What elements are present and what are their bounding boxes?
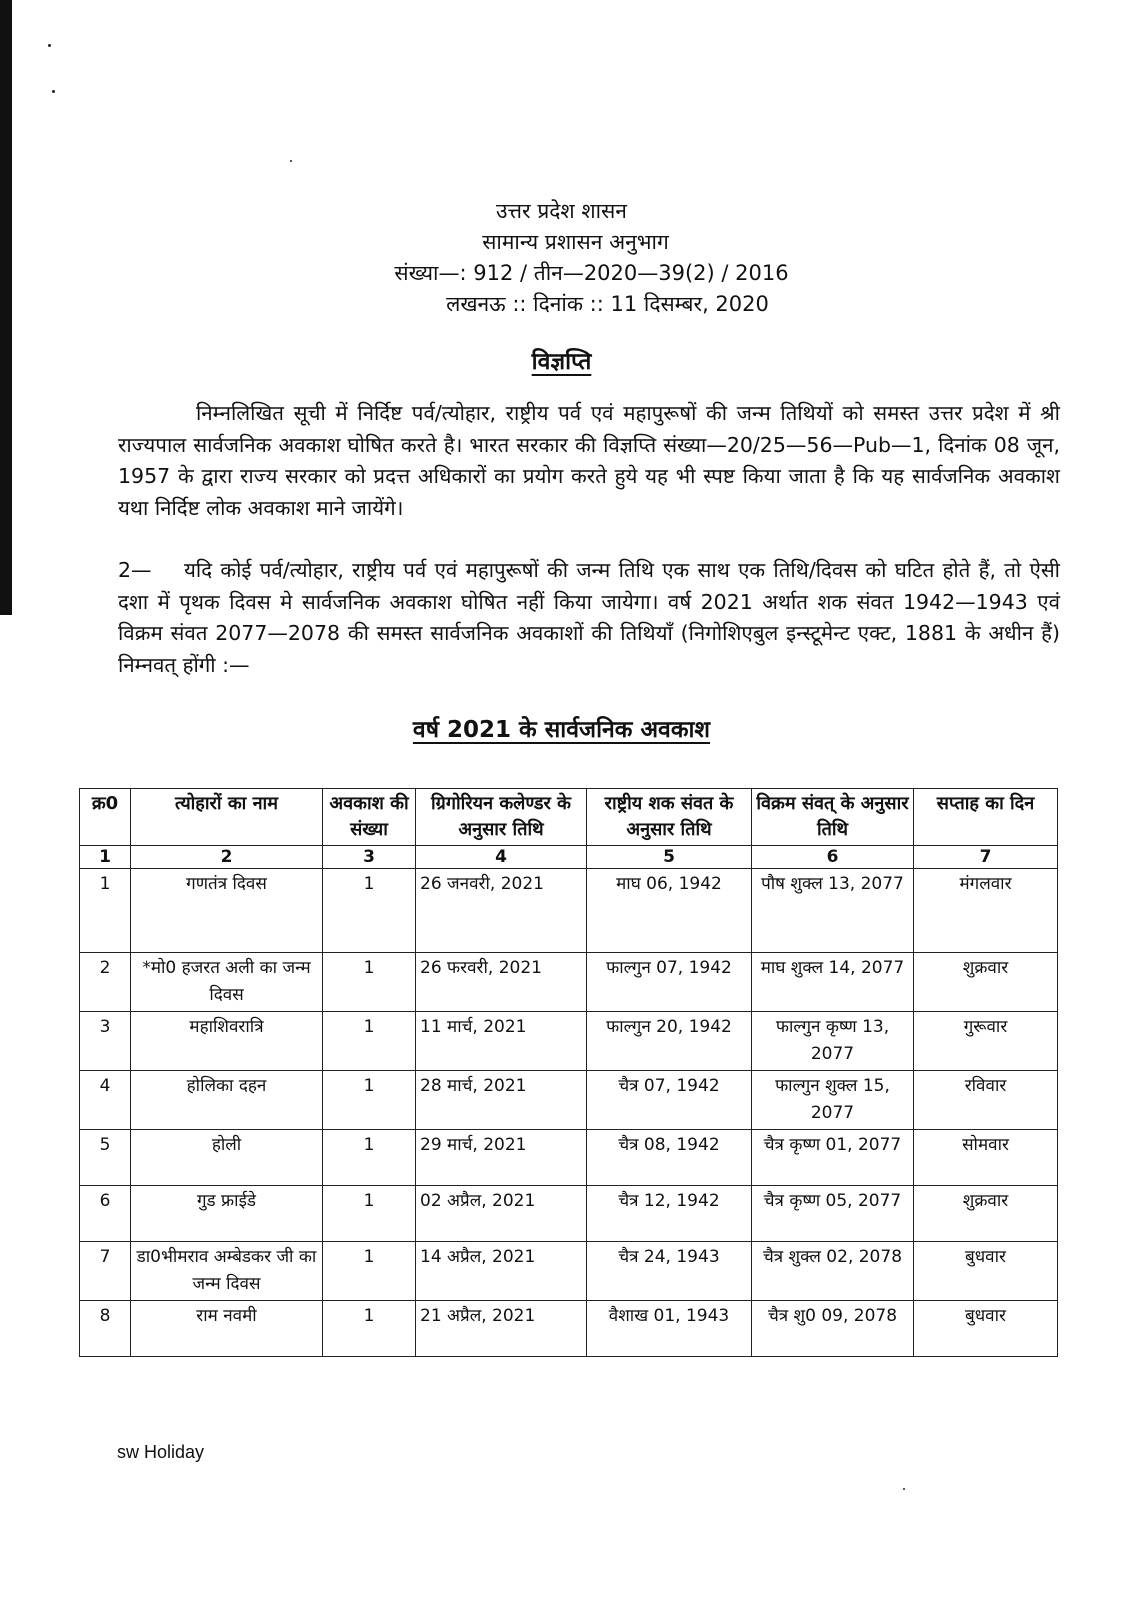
cell-weekday: मंगलवार bbox=[914, 869, 1058, 953]
cell-gregorian-date: 26 जनवरी, 2021 bbox=[416, 869, 587, 953]
cell-gregorian-date: 29 मार्च, 2021 bbox=[416, 1130, 587, 1186]
cell-serial: 8 bbox=[80, 1301, 131, 1357]
scan-speck bbox=[903, 1488, 905, 1490]
table-row bbox=[80, 869, 1058, 953]
header-reference-number: संख्या—: 912 / तीन—2020—39(2) / 2016 bbox=[394, 261, 789, 285]
cell-gregorian-date: 28 मार्च, 2021 bbox=[416, 1071, 587, 1130]
column-number: 4 bbox=[416, 846, 587, 869]
cell-festival-name: *मो0 हजरत अली का जन्म दिवस bbox=[131, 953, 323, 1012]
cell-weekday: बुधवार bbox=[914, 1242, 1058, 1301]
cell-weekday: शुक्रवार bbox=[914, 1186, 1058, 1242]
cell-festival-name: होलिका दहन bbox=[131, 1071, 323, 1130]
cell-vikram-date: पौष शुक्ल 13, 2077 bbox=[752, 869, 914, 953]
cell-serial: 7 bbox=[80, 1242, 131, 1301]
cell-festival-name: होली bbox=[131, 1130, 323, 1186]
cell-holiday-count: 1 bbox=[323, 1186, 416, 1242]
cell-vikram-date: फाल्गुन शुक्ल 15, 2077 bbox=[752, 1071, 914, 1130]
column-number-row bbox=[80, 846, 1058, 869]
header-weekday: सप्ताह का दिन bbox=[914, 789, 1058, 846]
paragraph-1 bbox=[118, 398, 1060, 524]
cell-shaka-date: माघ 06, 1942 bbox=[587, 869, 752, 953]
cell-festival-name: महाशिवरात्रि bbox=[131, 1012, 323, 1071]
column-number: 6 bbox=[752, 846, 914, 869]
header-vikram-date: विक्रम संवत् के अनुसार तिथि bbox=[752, 789, 914, 846]
header-gregorian-date: ग्रिगोरियन कलेण्डर के अनुसार तिथि bbox=[416, 789, 587, 846]
header-shaka-date: राष्ट्रीय शक संवत के अनुसार तिथि bbox=[587, 789, 752, 846]
cell-vikram-date: चैत्र कृष्ण 05, 2077 bbox=[752, 1186, 914, 1242]
cell-serial: 4 bbox=[80, 1071, 131, 1130]
table-row bbox=[80, 1071, 1058, 1130]
table-row bbox=[80, 953, 1058, 1012]
cell-vikram-date: माघ शुक्ल 14, 2077 bbox=[752, 953, 914, 1012]
scan-speck bbox=[290, 160, 292, 162]
cell-shaka-date: चैत्र 08, 1942 bbox=[587, 1130, 752, 1186]
holiday-table bbox=[79, 788, 1058, 1357]
table-title: वर्ष 2021 के सार्वजनिक अवकाश bbox=[412, 717, 711, 743]
cell-holiday-count: 1 bbox=[323, 1012, 416, 1071]
column-number: 7 bbox=[914, 846, 1058, 869]
cell-holiday-count: 1 bbox=[323, 1071, 416, 1130]
header-holiday-count: अवकाश की संख्या bbox=[323, 789, 416, 846]
cell-gregorian-date: 26 फरवरी, 2021 bbox=[416, 953, 587, 1012]
cell-holiday-count: 1 bbox=[323, 1242, 416, 1301]
cell-shaka-date: चैत्र 07, 1942 bbox=[587, 1071, 752, 1130]
paragraph-2-text: यदि कोई पर्व/त्योहार, राष्ट्रीय पर्व एवं महापुरूषों की जन्म तिथि एक साथ एक तिथि/दिवस को घटित होते हैं, तो ऐसी दशा में पृथक दिवस मे सार्वजनिक अवकाश घोषित नहीं किया जायेगा। वर्ष 2021 अर्थात शक संवत 1942—1943 एवं विक्रम संवत 2077—2078 की समस्त सार्वजनिक अवकाशों की तिथियाँ (निगोशिएबुल इन्स्टूमेन्ट एक्ट, 1881 के अधीन हैं) निम्नवत् होंगी :— bbox=[118, 558, 1060, 677]
cell-festival-name: गणतंत्र दिवस bbox=[131, 869, 323, 953]
column-number: 3 bbox=[323, 846, 416, 869]
cell-gregorian-date: 02 अप्रैल, 2021 bbox=[416, 1186, 587, 1242]
document-header bbox=[0, 196, 1123, 320]
cell-serial: 1 bbox=[80, 869, 131, 953]
cell-festival-name: डा0भीमराव अम्बेडकर जी का जन्म दिवस bbox=[131, 1242, 323, 1301]
table-row bbox=[80, 1301, 1058, 1357]
column-number: 5 bbox=[587, 846, 752, 869]
cell-festival-name: गुड फ्राईडे bbox=[131, 1186, 323, 1242]
cell-gregorian-date: 11 मार्च, 2021 bbox=[416, 1012, 587, 1071]
footer-label: sw Holiday bbox=[117, 1442, 205, 1462]
cell-weekday: सोमवार bbox=[914, 1130, 1058, 1186]
cell-weekday: बुधवार bbox=[914, 1301, 1058, 1357]
paragraph-2-number: 2— bbox=[118, 558, 152, 582]
column-number: 1 bbox=[80, 846, 131, 869]
cell-holiday-count: 1 bbox=[323, 1301, 416, 1357]
cell-festival-name: राम नवमी bbox=[131, 1301, 323, 1357]
cell-serial: 2 bbox=[80, 953, 131, 1012]
cell-vikram-date: चैत्र शुक्ल 02, 2078 bbox=[752, 1242, 914, 1301]
scan-speck bbox=[48, 44, 51, 47]
cell-weekday: रविवार bbox=[914, 1071, 1058, 1130]
cell-serial: 5 bbox=[80, 1130, 131, 1186]
cell-gregorian-date: 21 अप्रैल, 2021 bbox=[416, 1301, 587, 1357]
table-row bbox=[80, 1130, 1058, 1186]
column-number: 2 bbox=[131, 846, 323, 869]
cell-shaka-date: चैत्र 24, 1943 bbox=[587, 1242, 752, 1301]
cell-weekday: शुक्रवार bbox=[914, 953, 1058, 1012]
cell-shaka-date: चैत्र 12, 1942 bbox=[587, 1186, 752, 1242]
table-header-row bbox=[80, 789, 1058, 846]
table-row bbox=[80, 1186, 1058, 1242]
notice-title: विज्ञप्ति bbox=[531, 349, 592, 375]
table-row bbox=[80, 1242, 1058, 1301]
cell-holiday-count: 1 bbox=[323, 953, 416, 1012]
cell-shaka-date: फाल्गुन 07, 1942 bbox=[587, 953, 752, 1012]
table-row bbox=[80, 1012, 1058, 1071]
cell-holiday-count: 1 bbox=[323, 1130, 416, 1186]
cell-weekday: गुरूवार bbox=[914, 1012, 1058, 1071]
cell-vikram-date: चैत्र कृष्ण 01, 2077 bbox=[752, 1130, 914, 1186]
cell-vikram-date: चैत्र शु0 09, 2078 bbox=[752, 1301, 914, 1357]
cell-shaka-date: वैशाख 01, 1943 bbox=[587, 1301, 752, 1357]
header-government: उत्तर प्रदेश शासन bbox=[496, 199, 627, 223]
cell-gregorian-date: 14 अप्रैल, 2021 bbox=[416, 1242, 587, 1301]
cell-vikram-date: फाल्गुन कृष्ण 13, 2077 bbox=[752, 1012, 914, 1071]
paragraph-1-text: निम्नलिखित सूची में निर्दिष्ट पर्व/त्योहार, राष्ट्रीय पर्व एवं महापुरूषों की जन्म तिथियों को समस्त उत्तर प्रदेश में श्री राज्यपाल सार्वजनिक अवकाश घोषित करते है। भारत सरकार की विज्ञप्ति संख्या—20/25—56—Pub—1, दिनांक 08 जून, 1957 के द्वारा राज्य सरकार को प्रदत्त अधिकारों का प्रयोग करते हुये यह भी स्पष्ट किया जाता है कि यह सार्वजनिक अवकाश यथा निर्दिष्ट लोक अवकाश माने जायेंगे। bbox=[118, 401, 1060, 520]
header-serial: क्र0 bbox=[80, 789, 131, 846]
paragraph-2 bbox=[118, 555, 1060, 681]
cell-shaka-date: फाल्गुन 20, 1942 bbox=[587, 1012, 752, 1071]
header-department: सामान्य प्रशासन अनुभाग bbox=[482, 230, 669, 254]
header-place-date: लखनऊ :: दिनांक :: 11 दिसम्बर, 2020 bbox=[446, 292, 769, 316]
scan-speck bbox=[52, 90, 55, 93]
header-festival-name: त्योहारों का नाम bbox=[131, 789, 323, 846]
cell-holiday-count: 1 bbox=[323, 869, 416, 953]
cell-serial: 3 bbox=[80, 1012, 131, 1071]
cell-serial: 6 bbox=[80, 1186, 131, 1242]
